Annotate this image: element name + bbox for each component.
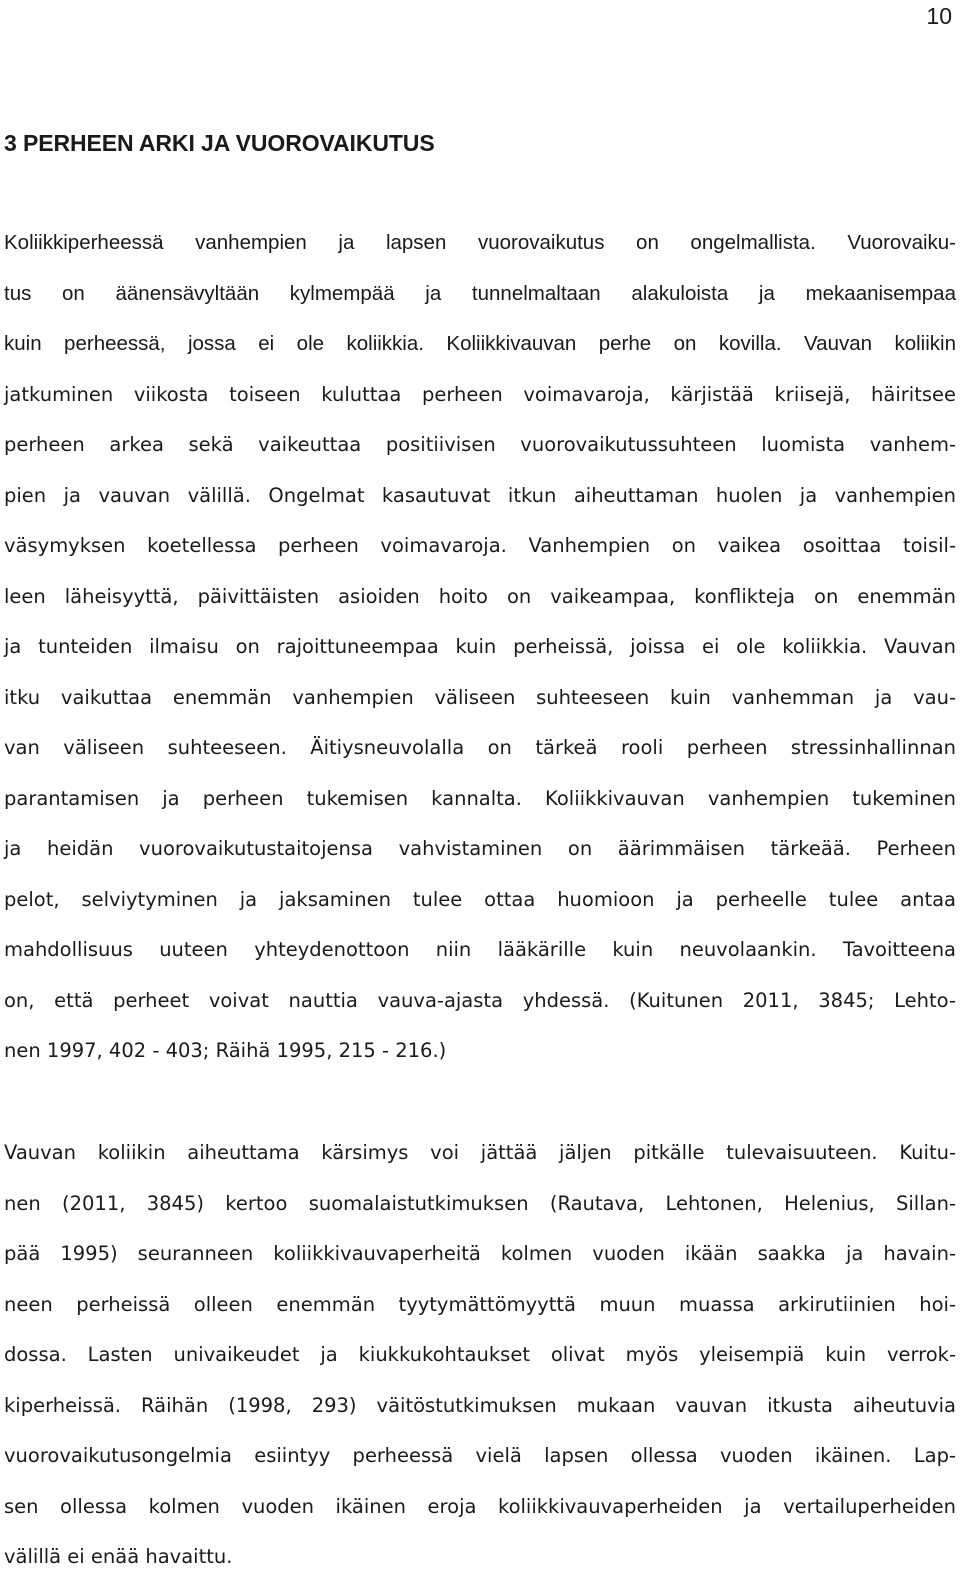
paragraph-line: vuorovaikutusongelmia esiintyy perheessä vielä lapsen ollessa vuoden ikäinen. Lap- (4, 1444, 956, 1467)
paragraph-line: nen 1997, 402 - 403; Räihä 1995, 215 - 216.) (4, 1039, 447, 1062)
paragraph-line: itku vaikuttaa enemmän vanhempien väliseen suhteeseen kuin vanhemman ja vau- (4, 685, 956, 709)
paragraph-line: nen (2011, 3845) kertoo suomalaistutkimuksen (Rautava, Lehtonen, Helenius, Sillan- (4, 1191, 956, 1215)
paragraph-1 (4, 218, 956, 1077)
paragraph-line: kiperheissä. Räihän (1998, 293) väitöstutkimuksen mukaan vauvan itkusta aiheutuvia (4, 1393, 956, 1417)
paragraph-line: tus on äänensävyltään kylmempää ja tunnelmaltaan alakuloista ja mekaanisempaa (4, 281, 956, 305)
paragraph-line: jatkuminen viikosta toiseen kuluttaa perheen voimavaroja, kärjistää kriisejä, häiritsee (4, 382, 956, 406)
paragraph-line: kuin perheessä, jossa ei ole koliikkia. Koliikkivauvan perhe on kovilla. Vauvan koliikin (4, 332, 956, 355)
paragraph-line: perheen arkea sekä vaikeuttaa positiivisen vuorovaikutussuhteen luomista vanhem- (4, 433, 956, 456)
paragraph-line: pien ja vauvan välillä. Ongelmat kasautuvat itkun aiheuttaman huolen ja vanhempien (4, 483, 956, 507)
paragraph-line: mahdollisuus uuteen yhteydenottoon niin lääkärille kuin neuvolaankin. Tavoitteena (4, 938, 956, 961)
paragraph-line: pää 1995) seuranneen koliikkivauvaperheitä kolmen vuoden ikään saakka ja havain- (4, 1242, 956, 1265)
paragraph-line: pelot, selviytyminen ja jaksaminen tulee ottaa huomioon ja perheelle tulee antaa (4, 887, 956, 911)
page-number: 10 (926, 3, 952, 29)
paragraph-line: väsymyksen koetellessa perheen voimavaroja. Vanhempien on vaikea osoittaa toisil- (4, 534, 956, 557)
paragraph-line: van väliseen suhteeseen. Äitiysneuvolalla on tärkeä rooli perheen stressinhallinnan (4, 736, 956, 759)
paragraph-line: ja tunteiden ilmaisu on rajoittuneempaa kuin perheissä, joissa ei ole koliikkia. Vauvan (4, 635, 956, 658)
paragraph-line: Vauvan koliikin aiheuttama kärsimys voi jättää jäljen pitkälle tulevaisuuteen. Kuitu- (4, 1141, 956, 1164)
paragraph-line: leen läheisyyttä, päivittäisten asioiden hoito on vaikeampaa, konflikteja on enemmän (4, 584, 956, 608)
section-heading: 3 PERHEEN ARKI JA VUOROVAIKUTUS (4, 130, 435, 156)
paragraph-line: sen ollessa kolmen vuoden ikäinen eroja koliikkivauvaperheiden ja vertailuperheiden (4, 1494, 956, 1518)
paragraph-line: Koliikkiperheessä vanhempien ja lapsen vuorovaikutus on ongelmallista. Vuorovaiku- (4, 231, 956, 254)
paragraph-line: dossa. Lasten univaikeudet ja kiukkukohtaukset olivat myös yleisempiä kuin verrok- (4, 1343, 956, 1366)
paragraph-line: neen perheissä olleen enemmän tyytymättömyyttä muun muassa arkirutiinien hoi- (4, 1292, 956, 1316)
paragraph-line: parantamisen ja perheen tukemisen kannalta. Koliikkivauvan vanhempien tukeminen (4, 786, 956, 810)
paragraph-line: ja heidän vuorovaikutustaitojensa vahvistaminen on äärimmäisen tärkeää. Perheen (4, 837, 956, 860)
paragraph-2 (4, 1128, 956, 1583)
paragraph-line: välillä ei enää havaittu. (4, 1545, 233, 1568)
paragraph-line: on, että perheet voivat nauttia vauva-ajasta yhdessä. (Kuitunen 2011, 3845; Lehto- (4, 988, 956, 1012)
